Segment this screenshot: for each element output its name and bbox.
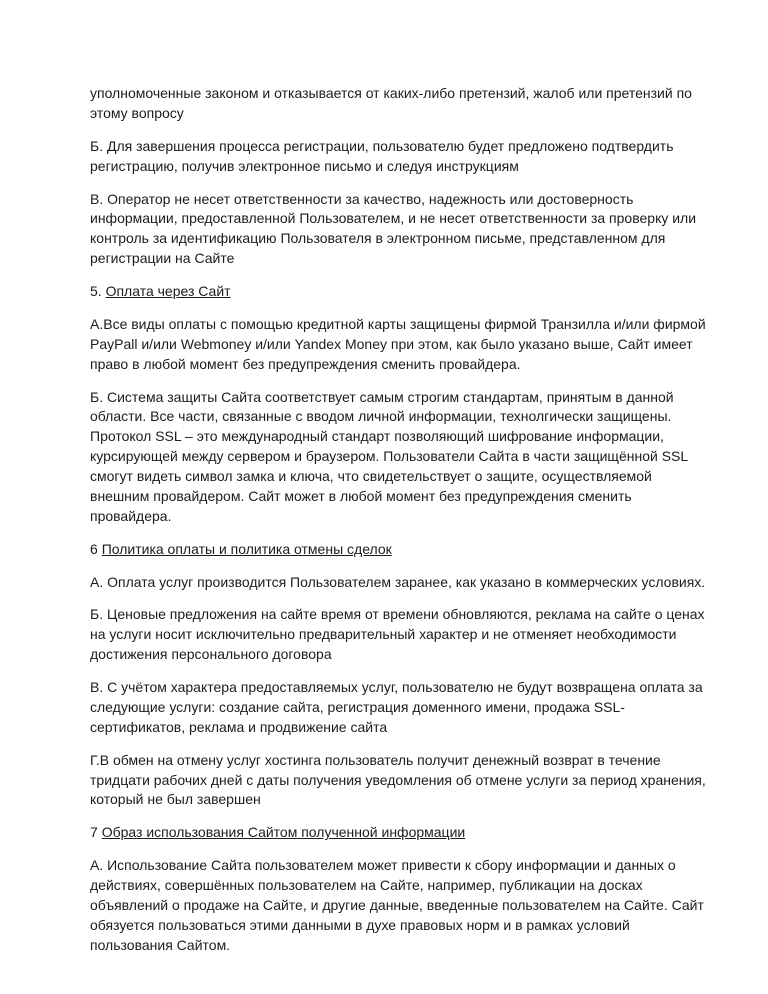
intro-paragraph-v: В. Оператор не несет ответственности за качество, надежность или достоверность информации, предоставленной Пользователем, и не несет ответственности за проверку или контроль за идентификацию Пользователя в электронном письме, представленном для регистрации на Сайте bbox=[90, 190, 697, 267]
section-5-paragraph-a: А.Все виды оплаты с помощью кредитной карты защищены фирмой Транзилла и/или фирмой PayPall и/или Webmoney и/или Yandex Money при этом, как было указано выше, Сайт имеет право в любой момент без предупреждения сменить провайдера. bbox=[90, 315, 706, 372]
section-6-paragraph-g: Г.В обмен на отмену услуг хостинга пользователь получит денежный возврат в течение тридцати рабочих дней с даты получения уведомления об отмене услуги за период хранения, который не был завершен bbox=[90, 751, 706, 808]
section-7-title: Образ использования Сайтом полученной информации bbox=[101, 824, 466, 841]
section-6-title: Политика оплаты и политика отмены сделок bbox=[101, 540, 392, 557]
intro-paragraph-b: Б. Для завершения процесса регистрации, пользователю будет предложено подтвердить регистрацию, получив электронное письмо и следуя инструкциям bbox=[90, 137, 674, 174]
section-6-paragraph-b: Б. Ценовые предложения на сайте время от времени обновляются, реклама на сайте о ценах на услуги носит исключительно предварительный характер и не отменяет необходимости достижения персонального договора bbox=[90, 606, 705, 663]
section-5-heading bbox=[90, 282, 710, 302]
section-5-paragraph-b: Б. Система защиты Сайта соответствует самым строгим стандартам, принятым в данной области. Все части, связанные с вводом личной информации, технолгически защищены. Протокол SSL – это международный стандарт позволяющий шифрование информации, курсирующей между сервером и браузером. Пользователи Сайта в части защищённой SSL смогут видеть символ замка и ключа, что свидетельствует о защите, осуществляемой внешним провайдером. Сайт может в любой момент без предупреждения сменить провайдера. bbox=[90, 388, 688, 524]
section-6-paragraph-a: А. Оплата услуг производится Пользователем заранее, как указано в коммерческих условиях. bbox=[90, 573, 706, 590]
section-5-number: 5. bbox=[90, 283, 102, 299]
section-7-number: 7 bbox=[90, 824, 98, 841]
section-6-paragraph-v: В. С учётом характера предоставляемых услуг, пользователю не будут возвращена оплата за следующие услуги: создание сайта, регистрация доменного имени, продажа SSL-сертификатов, реклама и продвижение сайта bbox=[90, 679, 703, 735]
section-7-paragraph-a: А. Использование Сайта пользователем может привести к сбору информации и данных о действиях, совершённых пользователем на Сайте, например, публикации на досках объявлений о продаже на Сайте, и другие данные, введенные пользователем на Сайте. Сайт обязуется пользоваться этими данными в духе правовых норм и в рамках условий пользования Сайтом. bbox=[90, 857, 704, 953]
section-7-heading bbox=[90, 823, 710, 843]
intro-paragraph-continuation: уполномоченные законом и отказывается от каких-либо претензий, жалоб или претензий по этому вопросу bbox=[90, 85, 692, 121]
section-6-number: 6 bbox=[90, 540, 98, 557]
section-5-title: Оплата через Сайт bbox=[105, 283, 231, 299]
section-6-heading bbox=[90, 540, 710, 560]
